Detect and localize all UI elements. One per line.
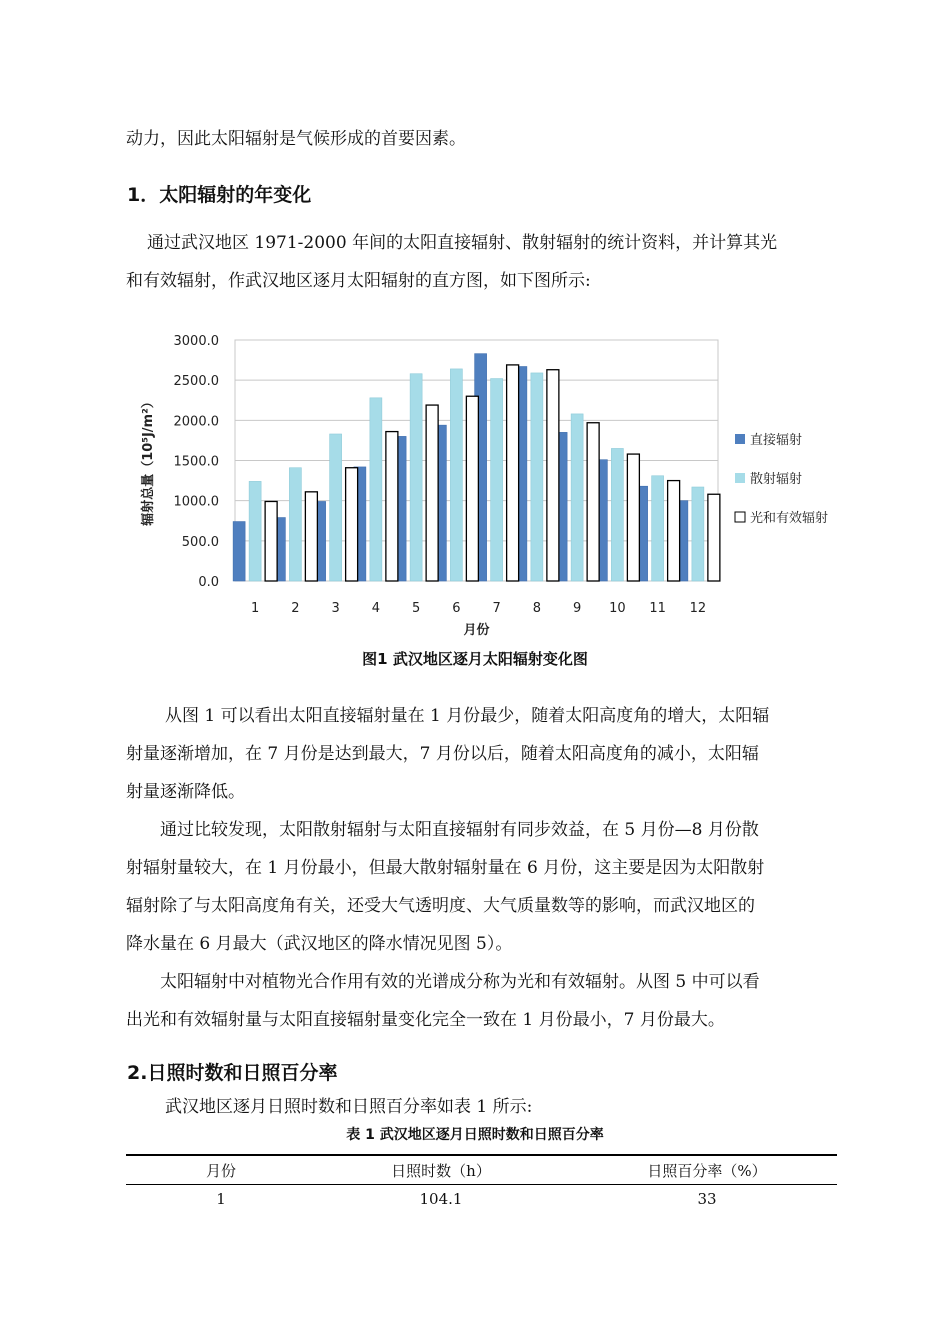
legend-swatch — [735, 512, 745, 522]
table-cell: 104.1 — [419, 1190, 463, 1208]
bar-diffuse-5 — [410, 374, 422, 581]
x-tick-label: 2 — [291, 601, 300, 616]
paragraph-text: 从图 1 可以看出太阳直接辐射量在 1 月份最少，随着太阳高度角的增大，太阳辐 — [165, 706, 770, 726]
x-tick-label: 8 — [532, 601, 542, 616]
y-tick-label: 3000.0 — [173, 334, 219, 349]
bar-par-3 — [346, 468, 358, 581]
paragraph-text: 和有效辐射，作武汉地区逐月太阳辐射的直方图，如下图所示: — [126, 271, 591, 291]
bar-par-2 — [305, 492, 317, 581]
solar-radiation-chart — [130, 322, 850, 640]
paragraph-text: 通过比较发现，太阳散射辐射与太阳直接辐射有同步效益，在 5 月份—8 月份散 — [160, 820, 759, 840]
y-tick-label: 2500.0 — [173, 374, 219, 390]
paragraph-text: 射量逐渐增加，在 7 月份是达到最大，7 月份以后，随着太阳高度角的减小，太阳辐 — [126, 744, 759, 764]
x-tick-label: 11 — [649, 601, 666, 616]
bar-diffuse-2 — [289, 468, 301, 581]
bar-diffuse-6 — [450, 369, 462, 581]
bar-diffuse-7 — [491, 379, 503, 581]
x-tick-label: 5 — [411, 601, 421, 616]
paragraph-text: 太阳辐射中对植物光合作用有效的光谱成分称为光和有效辐射。从图 5 中可以看 — [160, 972, 760, 992]
legend-label: 散射辐射 — [750, 472, 803, 487]
x-tick-label: 7 — [492, 601, 501, 616]
x-tick-label: 9 — [572, 601, 582, 616]
paragraph-text: 射量逐渐降低。 — [126, 782, 245, 802]
legend-swatch — [735, 434, 745, 444]
figure-caption: 图1 武汉地区逐月太阳辐射变化图 — [362, 650, 588, 668]
y-axis-label: 辐射总量（10⁵J/m²） — [141, 395, 156, 526]
y-tick-label: 2000.0 — [173, 414, 219, 430]
bar-par-6 — [466, 396, 478, 581]
legend-label: 光和有效辐射 — [750, 511, 829, 526]
bar-par-11 — [668, 481, 680, 581]
bar-par-8 — [547, 370, 559, 581]
bar-diffuse-12 — [692, 487, 704, 581]
bar-direct-1 — [233, 522, 245, 581]
table-header-cell: 日照时数（h） — [391, 1162, 491, 1180]
x-tick-label: 1 — [250, 601, 260, 616]
paragraph-text: 出光和有效辐射量与太阳直接辐射量变化完全一致在 1 月份最小，7 月份最大。 — [126, 1010, 725, 1030]
x-axis-label: 月份 — [463, 623, 490, 638]
x-tick-label: 6 — [452, 601, 461, 616]
table-header-cell: 日照百分率（%） — [647, 1162, 767, 1180]
bar-diffuse-10 — [611, 448, 623, 581]
y-tick-label: 1500.0 — [173, 454, 219, 470]
table-header-rule — [126, 1184, 837, 1185]
bar-par-10 — [627, 454, 639, 581]
bar-par-5 — [426, 405, 438, 581]
x-tick-label: 12 — [689, 601, 707, 616]
y-tick-label: 1000.0 — [173, 494, 219, 510]
paragraph-text: 武汉地区逐月日照时数和日照百分率如表 1 所示: — [165, 1097, 533, 1117]
bar-diffuse-1 — [249, 481, 261, 581]
legend-label: 直接辐射 — [750, 433, 803, 448]
y-tick-label: 0.0 — [198, 575, 219, 590]
table-cell: 1 — [216, 1190, 226, 1208]
section-heading-1: 1．太阳辐射的年变化 — [127, 184, 312, 206]
bar-diffuse-3 — [330, 434, 342, 581]
paragraph-text: 辐射除了与太阳高度角有关，还受大气透明度、大气质量数等的影响，而武汉地区的 — [126, 896, 755, 916]
bar-par-1 — [265, 501, 277, 581]
x-tick-label: 10 — [609, 601, 626, 616]
x-tick-label: 4 — [371, 601, 381, 616]
bar-diffuse-9 — [571, 414, 583, 581]
x-tick-label: 3 — [331, 601, 340, 616]
paragraph-text: 通过武汉地区 1971-2000 年间的太阳直接辐射、散射辐射的统计资料，并计算其光 — [147, 233, 778, 253]
bar-par-12 — [708, 494, 720, 581]
table-caption: 表 1 武汉地区逐月日照时数和日照百分率 — [346, 1127, 604, 1143]
y-tick-label: 500.0 — [181, 534, 219, 550]
table-top-rule — [126, 1154, 837, 1156]
paragraph-text: 降水量在 6 月最大（武汉地区的降水情况见图 5）。 — [126, 934, 513, 954]
legend-swatch — [735, 473, 745, 483]
bar-par-7 — [507, 365, 519, 581]
paragraph-text: 动力，因此太阳辐射是气候形成的首要因素。 — [126, 129, 466, 149]
table-header-cell: 月份 — [205, 1162, 236, 1180]
bar-diffuse-4 — [370, 398, 382, 581]
bar-par-9 — [587, 423, 599, 581]
paragraph-text: 射辐射量较大，在 1 月份最小，但最大散射辐射量在 6 月份，这主要是因为太阳散射 — [126, 858, 765, 878]
table-cell: 33 — [697, 1190, 717, 1208]
bar-par-4 — [386, 432, 398, 581]
bar-diffuse-8 — [531, 373, 543, 581]
section-heading-2: 2.日照时数和日照百分率 — [127, 1062, 338, 1084]
bar-diffuse-11 — [652, 476, 664, 581]
